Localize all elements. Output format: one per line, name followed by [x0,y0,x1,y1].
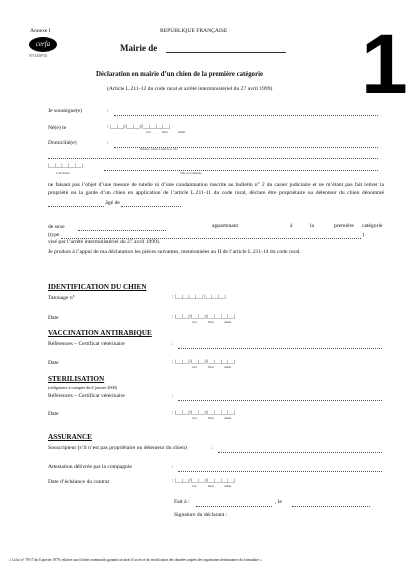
type-row: (type ) [48,232,365,238]
sterilisation-date-label: Date [48,411,59,417]
category-number: 1 [361,17,408,111]
dog-sex-field[interactable] [78,223,166,231]
souscripteur-colon: : [212,445,214,451]
vaccination-date-boxes[interactable]: : |__|__|/|__|__|/|__|__|__|__| [172,359,236,365]
footer-law-note: « La loi n° 78-17 du 6 janvier 1978, relative aux fichiers nominatifs garantit un droit d’accès et de rectification des données auprès des organismes destinataires du formulaire » [9,558,262,562]
vaccination-ref-colon: : [172,341,174,347]
fait-a-field[interactable] [196,506,272,507]
form-title: Déclaration en mairie d’un chien de la première catégorie [96,71,263,78]
echeance-date-annee: Année [224,485,232,488]
dog-type-field[interactable] [61,231,361,239]
tatouage-label: Tatouage n° [48,295,75,301]
soussigne-field[interactable] [114,115,378,116]
mairie-label: Mairie de [120,43,158,53]
birth-date-boxes[interactable]: : |__|__|/|__|__|/|__|__|__|__| [107,124,171,130]
annex-label: Annexe I [30,28,51,34]
identification-date-boxes[interactable]: : |__|__|/|__|__|/|__|__|__|__| [172,314,236,320]
domicile-colon: : [107,140,109,146]
street-hint: Numéro, nature et nom de la voie [140,148,178,151]
identification-heading: IDENTIFICATION DU CHIEN [48,283,147,291]
form-subtitle: (Article L.211-12 du code rural et arrêté interministériel du 27 avril 1999) [107,86,273,92]
echeance-date-jour: Jour [192,485,197,488]
sterilisation-date-jour: Jour [192,417,197,420]
soussigne-label: Je soussigné(e) [48,108,83,114]
pieces-para: Je produis à l’appui de ma déclaration les pièces suivantes, mentionnées au II de l’article L.211-14 du code rural. [48,249,301,255]
vaccination-date-jour: Jour [192,366,197,369]
birth-date-annee: Année [178,131,186,134]
fait-a-label: Fait à : [174,499,190,505]
echeance-date-mois: Mois [208,485,214,488]
cerfa-logo: cerfa [29,37,57,52]
sterilisation-date-mois: Mois [208,417,214,420]
souscripteur-label: Souscripteur (s’il n’est pas propriétaire ou détenteur du chien) [48,445,187,451]
tatouage-boxes[interactable]: : |__|__|__|__| |__|__|__| [172,294,226,300]
ne-label: Né(e) le [48,125,67,131]
echeance-label: Date d’échéance du contrat [48,479,110,485]
birth-date-mois: Mois [162,131,168,134]
sterilisation-ref-colon: : [172,393,174,399]
form-number: N°11458*02 [29,54,48,58]
mairie-field[interactable] [166,52,286,53]
identification-date-annee: Année [224,321,232,324]
souscripteur-field[interactable] [218,452,382,453]
vaccination-date-annee: Année [224,366,232,369]
sexe-row: de sexe appartenant à la première catégorie [48,223,383,230]
signature-label: Signature du déclarant : [174,512,228,518]
code-postal-caption: Code Postal [56,172,70,175]
dog-age-field[interactable] [121,198,181,207]
assurance-heading: ASSURANCE [48,433,92,441]
dog-name-field[interactable] [48,198,104,207]
le-date-field[interactable] [292,506,370,507]
sterilisation-date-annee: Année [224,417,232,420]
sterilisation-date-boxes[interactable]: : |__|__|/|__|__|/|__|__|__|__| [172,410,236,416]
sterilisation-ref-field[interactable] [178,400,382,401]
postal-code-boxes[interactable]: |__|__|__|__|__| [48,163,83,169]
domicile-label: Domicilié(e) [48,140,77,146]
le-label: , le [275,499,282,505]
vise-line: visé par l’arrêté interministériel du 27 avril 1999). [48,239,161,245]
attestation-colon: : [172,464,174,470]
birth-date-jour: Jour [146,131,151,134]
identification-date-label: Date [48,315,59,321]
soussigne-colon: : [107,108,109,114]
identification-date-jour: Jour [192,321,197,324]
sterilisation-ref-label: Références – Certificat vétérinaire [48,393,125,399]
ville-caption: Ville ou Commune [180,172,202,175]
vaccination-date-mois: Mois [208,366,214,369]
vaccination-ref-field[interactable] [178,348,382,349]
city-field[interactable] [104,170,378,171]
sterilisation-heading: STERILISATION [48,375,105,383]
declaration-para: ne faisant pas l’objet d’une mesure de tutelle ni d’une condamnation inscrite au bulletin n° 2 du casier judiciaire et ne m’étant pas fait retirer la propriété ou la garde d’un chien en application de l’article L.211-11 du code rural, déclare être propriétaire ou détenteur du chien dénommé âgé de [48,182,384,206]
attestation-field[interactable] [178,471,382,472]
attestation-label: Attestation délivrée par la compagnie [48,464,132,470]
vaccination-ref-label: Références – Certificat vétérinaire [48,341,125,347]
vaccination-heading: VACCINATION ANTIRABIQUE [48,329,152,337]
echeance-date-boxes[interactable]: : |__|__|/|__|__|/|__|__|__|__| [172,478,236,484]
domicile-field-2[interactable] [48,158,378,159]
republic-label: REPUBLIQUE FRANÇAISE [160,28,228,34]
sterilisation-note: (obligatoire à compter du 6 janvier 2000) [48,385,118,390]
identification-date-mois: Mois [208,321,214,324]
vaccination-date-label: Date [48,360,59,366]
